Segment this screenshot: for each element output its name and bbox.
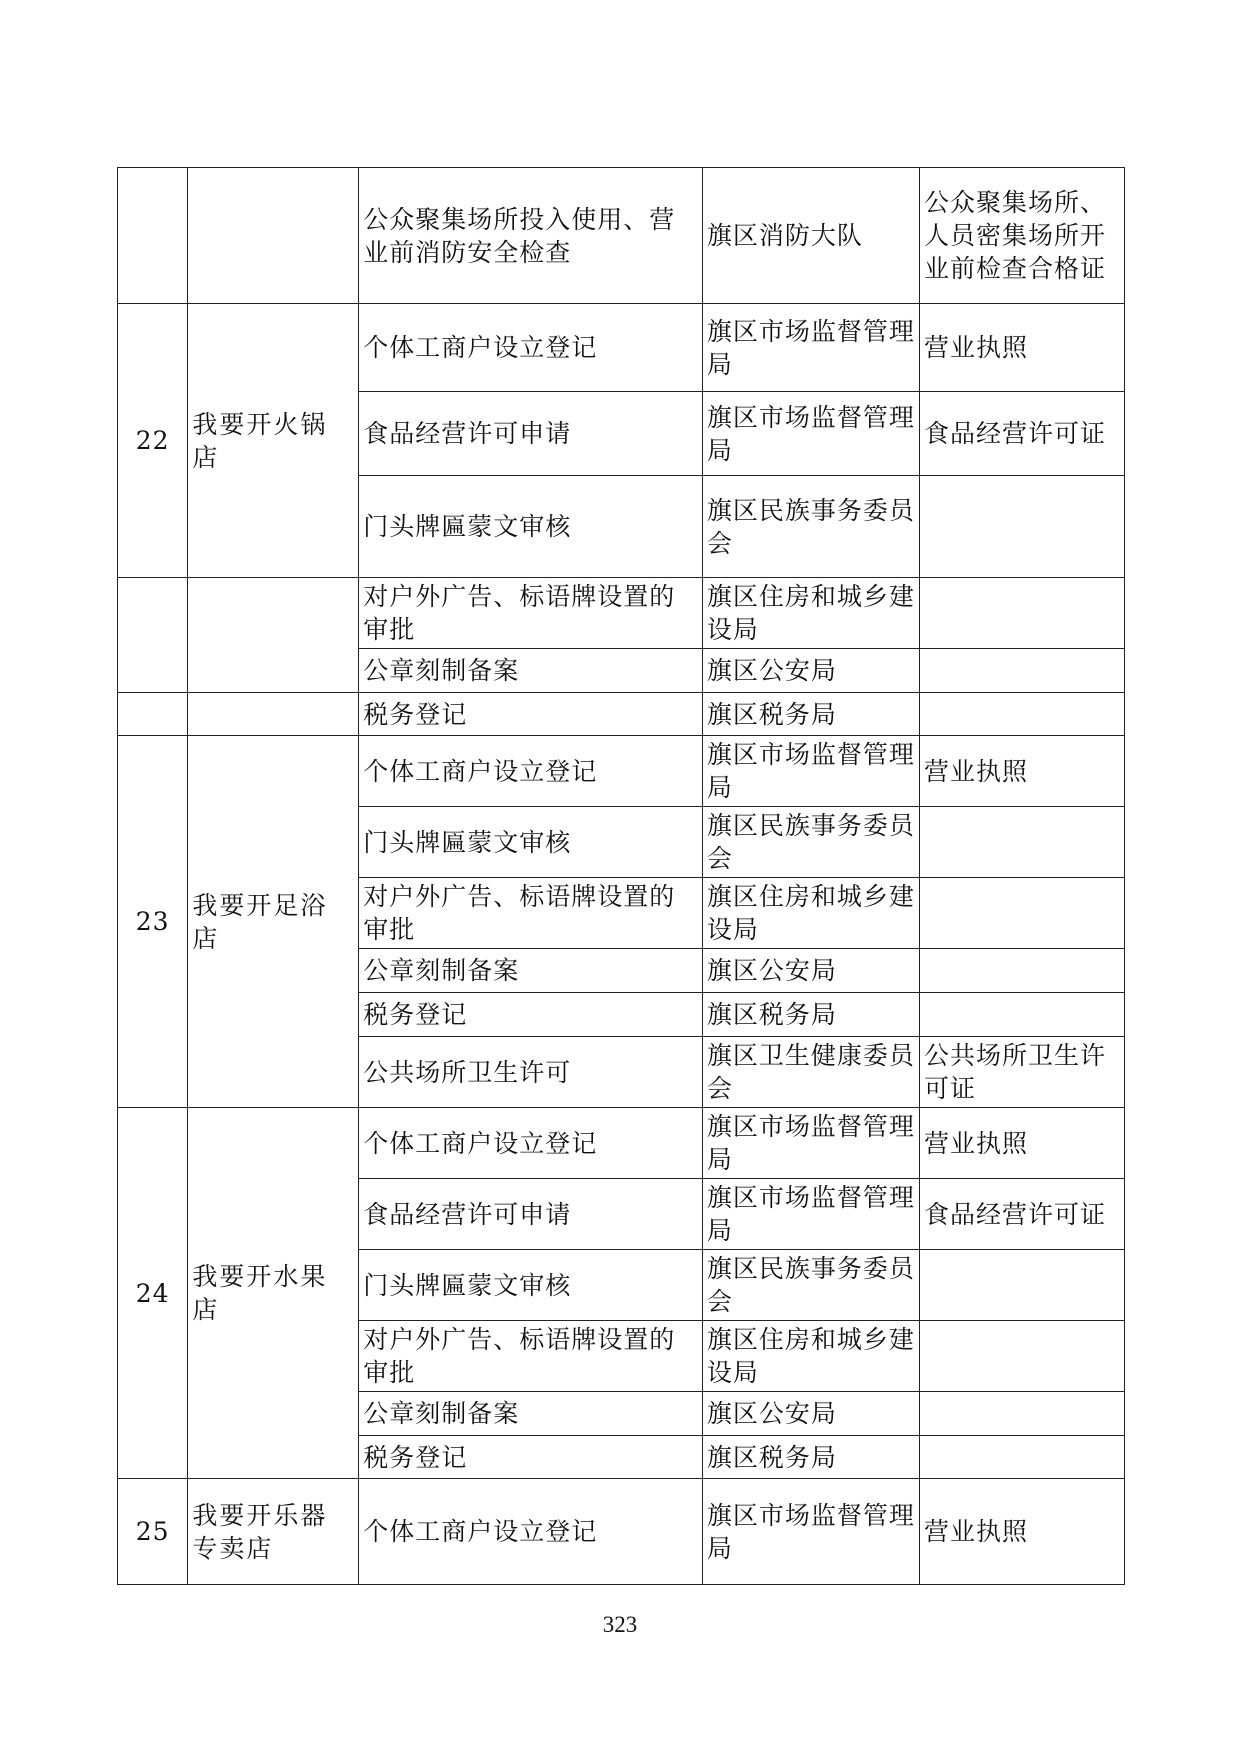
service-item-cell: 门头牌匾蒙文审核	[359, 807, 703, 878]
department-cell: 旗区市场监督管理局	[702, 736, 919, 807]
certificate-cell: 公共场所卫生许可证	[919, 1037, 1124, 1108]
service-item-cell: 个体工商户设立登记	[359, 1108, 703, 1179]
certificate-cell	[919, 1436, 1124, 1479]
certificate-cell: 公众聚集场所、人员密集场所开业前检查合格证	[919, 168, 1124, 304]
service-item-cell: 税务登记	[359, 693, 703, 736]
department-cell: 旗区卫生健康委员会	[702, 1037, 919, 1108]
department-cell: 旗区市场监督管理局	[702, 304, 919, 392]
shop-type-cell: 我要开火锅店	[188, 304, 359, 578]
department-cell: 旗区民族事务委员会	[702, 1250, 919, 1321]
department-cell: 旗区市场监督管理局	[702, 1108, 919, 1179]
shop-type-cell	[188, 693, 359, 736]
service-item-cell: 食品经营许可申请	[359, 1179, 703, 1250]
certificate-cell	[919, 578, 1124, 649]
row-number-cell	[118, 168, 188, 304]
shop-type-cell: 我要开足浴店	[188, 736, 359, 1108]
certificate-cell: 食品经营许可证	[919, 392, 1124, 476]
service-item-cell: 公章刻制备案	[359, 1392, 703, 1436]
service-item-cell: 门头牌匾蒙文审核	[359, 476, 703, 578]
table-row	[118, 693, 1125, 736]
certificate-cell	[919, 649, 1124, 693]
certificate-cell	[919, 1392, 1124, 1436]
table-row	[118, 168, 1125, 304]
department-cell: 旗区税务局	[702, 1436, 919, 1479]
certificate-cell: 营业执照	[919, 1479, 1124, 1585]
shop-type-cell	[188, 168, 359, 304]
service-item-cell: 门头牌匾蒙文审核	[359, 1250, 703, 1321]
department-cell: 旗区住房和城乡建设局	[702, 878, 919, 949]
certificate-cell	[919, 993, 1124, 1037]
service-item-cell: 食品经营许可申请	[359, 392, 703, 476]
service-item-cell: 税务登记	[359, 993, 703, 1037]
certificate-cell: 营业执照	[919, 1108, 1124, 1179]
row-number-cell	[118, 693, 188, 736]
department-cell: 旗区市场监督管理局	[702, 392, 919, 476]
certificate-cell	[919, 476, 1124, 578]
service-item-cell: 个体工商户设立登记	[359, 304, 703, 392]
certificate-cell: 营业执照	[919, 736, 1124, 807]
certificate-cell	[919, 807, 1124, 878]
table-row	[118, 736, 1125, 807]
department-cell: 旗区住房和城乡建设局	[702, 578, 919, 649]
row-number-cell: 24	[118, 1108, 188, 1479]
certificate-cell	[919, 1321, 1124, 1392]
service-table	[117, 167, 1125, 1585]
page-number: 323	[602, 1612, 638, 1637]
table-row	[118, 1108, 1125, 1179]
shop-type-cell: 我要开乐器专卖店	[188, 1479, 359, 1585]
department-cell: 旗区市场监督管理局	[702, 1179, 919, 1250]
department-cell: 旗区公安局	[702, 1392, 919, 1436]
table-row	[118, 1479, 1125, 1585]
service-item-cell: 公章刻制备案	[359, 949, 703, 993]
row-number-cell	[118, 578, 188, 693]
department-cell: 旗区公安局	[702, 949, 919, 993]
service-item-cell: 对户外广告、标语牌设置的审批	[359, 878, 703, 949]
service-item-cell: 税务登记	[359, 1436, 703, 1479]
department-cell: 旗区税务局	[702, 993, 919, 1037]
department-cell: 旗区消防大队	[702, 168, 919, 304]
table-body	[118, 168, 1125, 1585]
certificate-cell	[919, 949, 1124, 993]
service-item-cell: 公共场所卫生许可	[359, 1037, 703, 1108]
row-number-cell: 22	[118, 304, 188, 578]
department-cell: 旗区公安局	[702, 649, 919, 693]
shop-type-cell: 我要开水果店	[188, 1108, 359, 1479]
certificate-cell: 食品经营许可证	[919, 1179, 1124, 1250]
certificate-cell	[919, 878, 1124, 949]
department-cell: 旗区税务局	[702, 693, 919, 736]
service-item-cell: 公众聚集场所投入使用、营业前消防安全检查	[359, 168, 703, 304]
department-cell: 旗区市场监督管理局	[702, 1479, 919, 1585]
service-item-cell: 对户外广告、标语牌设置的审批	[359, 1321, 703, 1392]
service-item-cell: 个体工商户设立登记	[359, 736, 703, 807]
department-cell: 旗区住房和城乡建设局	[702, 1321, 919, 1392]
certificate-cell	[919, 1250, 1124, 1321]
service-item-cell: 对户外广告、标语牌设置的审批	[359, 578, 703, 649]
service-item-cell: 个体工商户设立登记	[359, 1479, 703, 1585]
shop-type-cell	[188, 578, 359, 693]
row-number-cell: 23	[118, 736, 188, 1108]
row-number-cell: 25	[118, 1479, 188, 1585]
table-row	[118, 578, 1125, 649]
service-table-wrapper	[117, 167, 1125, 1585]
certificate-cell	[919, 693, 1124, 736]
department-cell: 旗区民族事务委员会	[702, 807, 919, 878]
service-item-cell: 公章刻制备案	[359, 649, 703, 693]
table-row	[118, 304, 1125, 392]
certificate-cell: 营业执照	[919, 304, 1124, 392]
department-cell: 旗区民族事务委员会	[702, 476, 919, 578]
